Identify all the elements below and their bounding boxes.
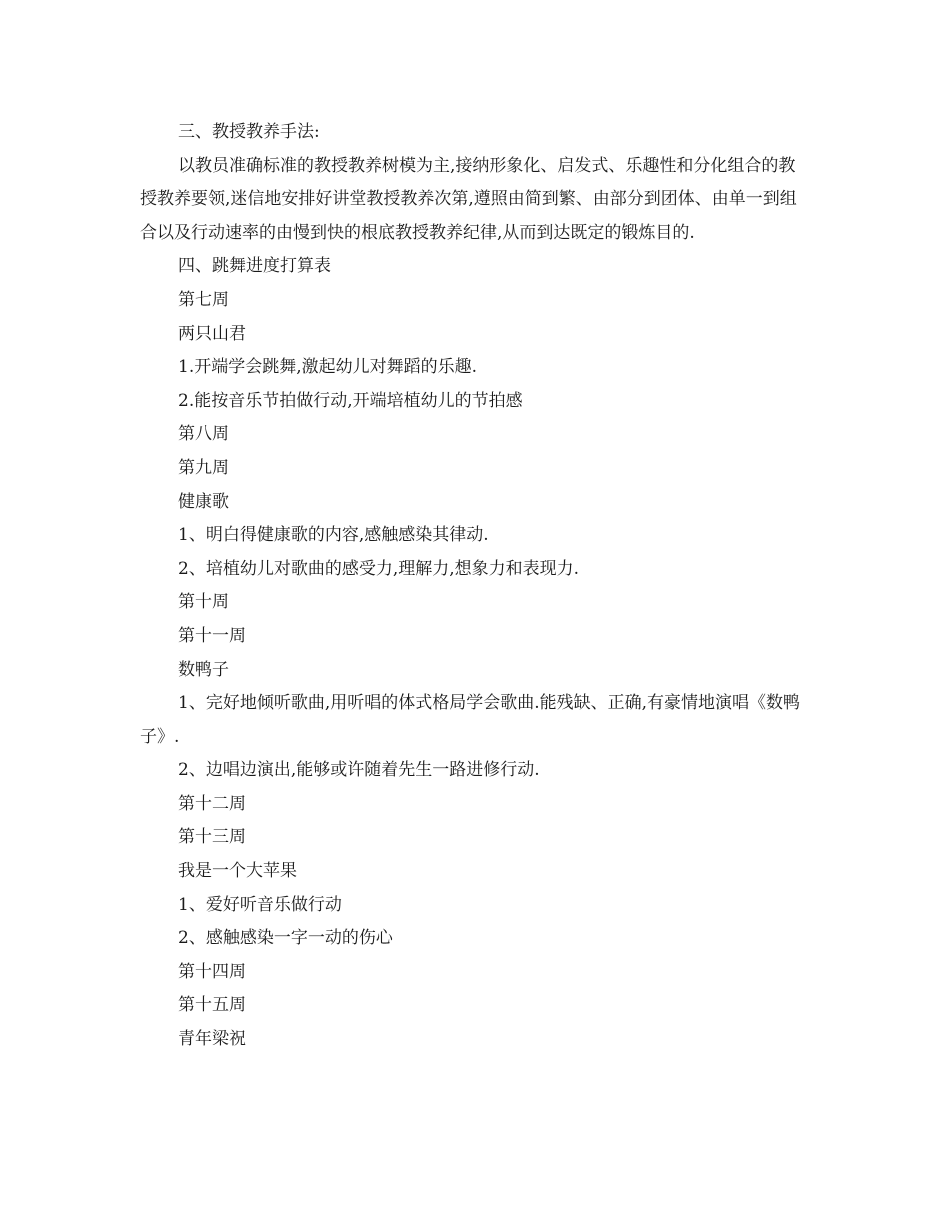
- teaching-method-paragraph: 以教员准确标准的教授教养树模为主,接纳形象化、启发式、乐趣性和分化组合的教授教养要领,迷信地安排好讲堂教授教养次第,遵照由简到繁、由部分到团体、由单一到组合以及行动速率的由慢到快的根底教授教养纪律,从而到达既定的锻炼目的.: [140, 155, 797, 243]
- week-label: 第十五周: [178, 995, 246, 1016]
- lesson-goal: 1、爱好听音乐做行动: [178, 894, 342, 915]
- lesson-goal: 1、完好地倾听歌曲,用听唱的体式格局学会歌曲.能残缺、正确,有豪情地演唱《数鸭子》.: [140, 693, 801, 747]
- lesson-goal: 2、培植幼儿对歌曲的感受力,理解力,想象力和表现力.: [178, 558, 580, 579]
- lesson-title: 两只山君: [178, 323, 246, 344]
- lesson-title: 数鸭子: [178, 659, 229, 680]
- lesson-title: 我是一个大苹果: [178, 861, 297, 882]
- week-label: 第十三周: [178, 827, 246, 848]
- week-label: 第八周: [178, 424, 229, 445]
- lesson-goal: 2、边唱边演出,能够或许随着先生一路进修行动.: [178, 760, 540, 781]
- document-body: [140, 116, 810, 1057]
- section-heading-teaching-method: 三、教授教养手法:: [178, 122, 320, 142]
- section-heading-schedule: 四、跳舞进度打算表: [178, 256, 331, 277]
- week-label: 第九周: [178, 457, 229, 478]
- lesson-goal: 1、明白得健康歌的内容,感触感染其律动.: [178, 525, 489, 546]
- lesson-title: 青年梁祝: [178, 1029, 246, 1050]
- lesson-goal: 1.开端学会跳舞,激起幼儿对舞蹈的乐趣.: [178, 357, 478, 378]
- lesson-goal: 2、感触感染一字一动的伤心: [178, 928, 393, 949]
- week-label: 第十一周: [178, 625, 246, 646]
- week-label: 第七周: [178, 289, 229, 310]
- week-label: 第十二周: [178, 793, 246, 814]
- lesson-title: 健康歌: [178, 491, 229, 512]
- week-label: 第十周: [178, 592, 229, 613]
- week-label: 第十四周: [178, 961, 246, 982]
- lesson-goal: 2.能按音乐节拍做行动,开端培植幼儿的节拍感: [178, 390, 523, 411]
